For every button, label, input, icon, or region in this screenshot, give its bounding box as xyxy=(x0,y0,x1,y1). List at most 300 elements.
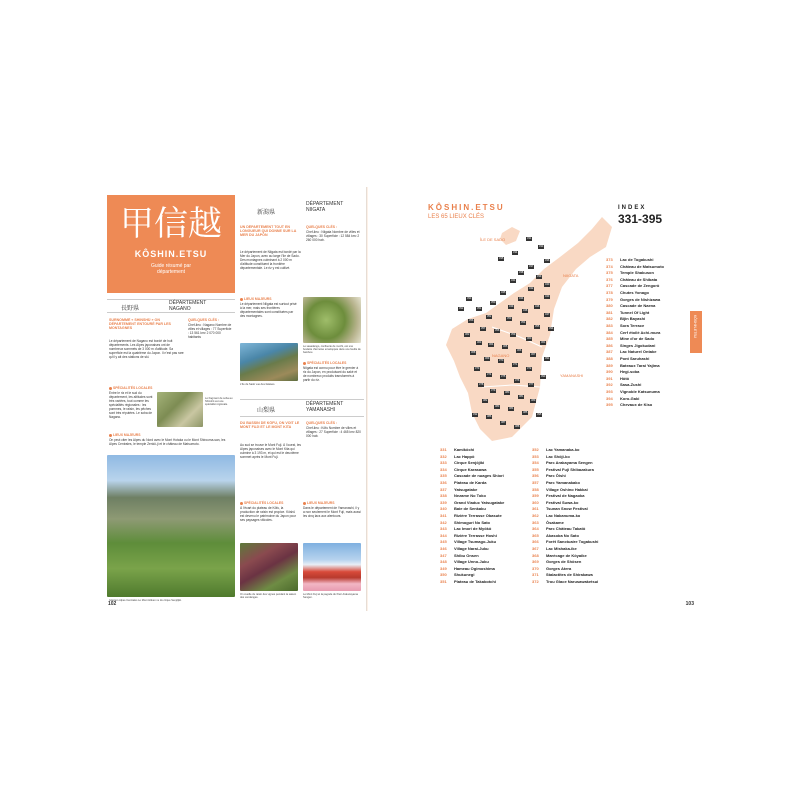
index-entry-number: 395 xyxy=(606,402,613,408)
index-entry xyxy=(606,277,657,284)
index-entry-label: Lac Mishaka-ike xyxy=(546,546,577,551)
map-marker: 370 xyxy=(499,359,504,362)
left-page xyxy=(100,187,367,611)
map-marker: 348 xyxy=(523,309,528,312)
index-entry-number: 380 xyxy=(606,303,613,309)
index-entry-number: 372 xyxy=(532,579,539,584)
index-entry-label: Lac Nakanuma-ko xyxy=(546,513,581,518)
bullet-icon xyxy=(303,502,306,505)
index-entry-label: Marécage de Kôyaike xyxy=(546,552,587,558)
index-entry-label: Singes Jigokudani xyxy=(620,342,656,348)
nagano-spec-title-text: SPÉCIALITÉS LOCALES xyxy=(113,386,153,390)
index-entry xyxy=(532,467,594,474)
region-banner xyxy=(107,195,235,293)
index-entry-label: Plateau de Karda xyxy=(454,480,487,485)
index-entry xyxy=(440,520,490,527)
index-entry-number: 351 xyxy=(440,579,447,584)
index-entry-number: 346 xyxy=(440,546,447,551)
index-entry-label: Lac de Togakushi xyxy=(620,257,654,262)
niigata-keys-title: QUELQUES CLÉS : xyxy=(306,225,338,229)
map-marker: 339 xyxy=(537,275,542,278)
index-entry xyxy=(532,460,593,467)
index-entry xyxy=(606,369,639,376)
index-entry-label: Grand Viaduc Yatsugatake xyxy=(454,499,505,505)
map-marker: 350 xyxy=(491,301,496,304)
map-marker: 369 xyxy=(485,357,490,360)
nagano-places-title xyxy=(109,433,141,437)
index-column-2 xyxy=(532,447,632,587)
map-marker: 388 xyxy=(515,425,520,428)
nagano-body: Le département de Nagano est bordé de huit départements. Les Alpes japonaises ont de nombreux sommets de 3 000 m d'altitude. Sa superficie est la quatrième du Japon. Il n'est pas rare qu'il y ait des stations de ski. xyxy=(109,339,184,359)
index-entry xyxy=(532,506,588,513)
index-entry-number: 335 xyxy=(440,473,447,479)
nagano-places-body: On peut citer les Alpes du Nord avec le Mont Hotaka ou le Mont Shirouma-san, les Alpes Centrales, le temple Zenkô-ji et le château de Matsumoto. xyxy=(109,438,226,446)
index-entry-label: Lac Shôji-ko xyxy=(546,453,570,459)
index-entry-number: 381 xyxy=(606,309,613,315)
index-entry-number: 373 xyxy=(606,257,613,262)
bullet-icon xyxy=(240,298,243,301)
index-entry xyxy=(606,257,654,264)
index-entry-label: Lac Imori de Myôkô xyxy=(454,526,492,532)
index-entry-label: Chevaux de Kiso xyxy=(620,402,653,408)
index-entry xyxy=(532,473,566,480)
nagano-lead: SURNOMMÉ « SHINSHÛ » ON DÉPARTEMENT ENTOURÉ PAR LES MONTAGNES xyxy=(109,318,171,331)
index-entry xyxy=(606,343,655,350)
index-entry-number: 353 xyxy=(532,453,539,459)
map-label-nagano: NAGANO xyxy=(492,353,510,358)
index-entry xyxy=(440,533,497,540)
index-entry-number: 378 xyxy=(606,290,613,295)
map-marker: 338 xyxy=(519,271,524,274)
yamanashi-lead: DU BASSIN DE KÔFU, ON VOIT LE MONT FUJI ET LE MONT KITA xyxy=(240,421,300,430)
index-entry-label: Hôtô xyxy=(620,375,630,381)
fuji-caption: Le Mont Fuji et la pagode du Parc Arakurayama Sengen. xyxy=(303,593,358,600)
yamanashi-header xyxy=(240,399,364,417)
sado-caption: L'île de Sado vue des falaises. xyxy=(240,383,276,386)
index-entry-number: 340 xyxy=(440,506,447,512)
niigata-places-body: Le département Niigata est surtout prisé à la mer, mais ses frontières départementales sont constituées par des montagnes. xyxy=(240,302,297,318)
map-marker: 379 xyxy=(491,389,496,392)
index-entry-number: 387 xyxy=(606,349,613,355)
map-marker: 367 xyxy=(531,353,536,356)
index-entry-label: Village Tsumago-Juku xyxy=(454,539,497,545)
niigata-lead: UN DÉPARTEMENT TOUT EN LONGUEUR QUI DONNE SUR LA MER DU JAPON xyxy=(240,225,297,238)
index-entry-number: 354 xyxy=(532,460,539,466)
index-entry xyxy=(440,539,496,546)
index-entry xyxy=(532,500,578,507)
index-entry xyxy=(532,546,577,553)
index-entry-number: 391 xyxy=(606,375,613,381)
map-marker: 336 xyxy=(545,259,550,262)
index-entry-number: 355 xyxy=(532,466,539,472)
niigata-body: Le département de Niigata est bordé par la Mer du Japon, avec au large l'île de Sado. Des montagnes culminant à 2 000 m d'altitude constituent la frontière départementale. Le riz y est cultivé. xyxy=(240,250,301,270)
map-marker: 378 xyxy=(479,383,484,386)
index-entry xyxy=(440,546,489,553)
index-entry-label: Hameau Ogimoshima xyxy=(454,565,495,571)
nagano-spec-title xyxy=(109,386,152,390)
map-marker: 353 xyxy=(507,317,512,320)
index-entry-label: Chutes Yonago xyxy=(620,290,649,295)
index-entry-number: 384 xyxy=(606,329,613,335)
index-entry-number: 359 xyxy=(532,493,539,499)
index-label: INDEX xyxy=(618,205,647,211)
yamanashi-spec-title-text: SPÉCIALITÉS LOCALES xyxy=(244,501,284,505)
map-marker: 354 xyxy=(521,321,526,324)
index-entry xyxy=(440,500,504,507)
index-entry-number: 386 xyxy=(606,342,613,348)
index-entry-label: Rizière Terrasse Obasute xyxy=(454,513,502,518)
index-entry xyxy=(440,473,504,480)
map-marker: 359 xyxy=(511,333,516,336)
index-entry-number: 336 xyxy=(440,480,447,485)
nagano-keys: Chef-lieu : Nagano Nombre de villes et villages : 77 Superficie : 13 561 km² 2 070 000 habitants xyxy=(188,323,232,339)
index-entry xyxy=(532,487,588,494)
index-entry-number: 357 xyxy=(532,480,539,485)
niigata-header xyxy=(240,201,364,217)
index-entry-label: Plateau de Takabotchi xyxy=(454,579,496,584)
map-marker: 376 xyxy=(515,379,520,382)
fuji-photo xyxy=(303,543,361,591)
index-entry xyxy=(606,323,644,330)
index-entry-number: 383 xyxy=(606,323,613,328)
map-marker: 360 xyxy=(527,337,532,340)
yamanashi-kanji: 山梨県 xyxy=(257,408,276,414)
index-range: 331-395 xyxy=(618,212,663,226)
map-marker: 352 xyxy=(487,315,492,318)
index-entry xyxy=(606,376,629,383)
index-entry-number: 390 xyxy=(606,369,613,375)
index-entry-label: Château de Shibata xyxy=(620,276,658,282)
index-entry-number: 348 xyxy=(440,559,447,565)
grape-photo xyxy=(240,543,298,591)
index-entry-number: 364 xyxy=(532,526,539,532)
index-entry xyxy=(532,572,593,579)
index-entry-number: 371 xyxy=(532,572,539,578)
index-entry-number: 347 xyxy=(440,552,447,558)
index-entry-label: Vignoble Katsunuma xyxy=(620,389,660,394)
index-entry-number: 332 xyxy=(440,453,447,459)
map-marker: 373 xyxy=(475,367,480,370)
index-entry-number: 392 xyxy=(606,382,613,388)
map-marker: 383 xyxy=(495,405,500,408)
niigata-places-title xyxy=(240,297,272,301)
index-entry-number: 334 xyxy=(440,466,447,472)
map-marker: 349 xyxy=(509,305,514,308)
index-entry xyxy=(532,566,571,573)
index-entry-number: 341 xyxy=(440,513,447,518)
index-entry-number: 394 xyxy=(606,395,613,401)
index-entry xyxy=(606,316,645,323)
index-entry-number: 366 xyxy=(532,539,539,545)
index-entry-label: Kamikôchi xyxy=(454,447,475,452)
index-entry-label: Pont Saruhashi xyxy=(620,356,650,361)
index-entry-number: 375 xyxy=(606,270,613,276)
map-label-sado: ÎLE DE SADO xyxy=(480,237,506,242)
index-entry-label: Festival Fuji Shibazakura xyxy=(546,466,594,472)
index-entry xyxy=(532,553,587,560)
index-entry-number: 374 xyxy=(606,263,613,269)
index-entry xyxy=(606,382,641,389)
index-entry xyxy=(606,297,660,304)
map-marker: 382 xyxy=(483,399,488,402)
yamanashi-spec-body: À l'écart du plateau de Kôfu, la production de raisin est propice. Kôshû est devenu le patrimoine du Japon pour ses paysages viticoles. xyxy=(240,506,296,522)
niigata-title: DÉPARTEMENT NIIGATA xyxy=(306,201,344,213)
index-entry xyxy=(606,310,649,317)
map-marker: 342 xyxy=(529,287,534,290)
index-entry xyxy=(606,349,656,356)
bullet-icon xyxy=(109,434,112,437)
soba-photo xyxy=(157,392,203,427)
map-marker: 331 xyxy=(527,237,532,240)
index-entry-number: 369 xyxy=(532,559,539,565)
index-entry xyxy=(606,283,659,290)
index-entry-number: 385 xyxy=(606,336,613,342)
index-entry-number: 361 xyxy=(532,506,539,512)
nagano-keys-title: QUELQUES CLÉS : xyxy=(188,318,220,322)
index-entry-number: 333 xyxy=(440,460,447,466)
index-entry-number: 344 xyxy=(440,532,447,538)
index-entry-number: 365 xyxy=(532,532,539,538)
index-entry-label: Koro-Gaki xyxy=(620,395,640,401)
index-entry xyxy=(606,303,655,310)
index-entry-number: 360 xyxy=(532,499,539,505)
index-entry xyxy=(532,520,564,527)
map-label-niigata: NIIGATA xyxy=(563,273,579,278)
index-entry-number: 331 xyxy=(440,447,447,452)
index-entry xyxy=(532,447,580,454)
map-marker: 389 xyxy=(531,399,536,402)
sado-photo xyxy=(240,343,298,381)
map-marker: 335 xyxy=(499,257,504,260)
index-entry-label: Château de Matsumoto xyxy=(620,263,665,269)
soba-caption: Le fragment de soba au Shinshû est une spécialité régionale. xyxy=(205,397,233,407)
sasadango-photo xyxy=(303,297,361,343)
map-marker: 395 xyxy=(537,413,542,416)
index-entry xyxy=(532,480,580,487)
index-entry-label: Gorges de Shôsen xyxy=(546,559,582,565)
banner-subtitle: Guide résumé par département xyxy=(150,263,192,275)
index-entry-label: Lac Yamanaka-ko xyxy=(546,447,580,452)
map-marker: 371 xyxy=(513,363,518,366)
niigata-places-title-text: LIEUX MAJEURS xyxy=(244,297,272,301)
yamanashi-spec-title xyxy=(240,501,283,505)
index-entry-number: 349 xyxy=(440,565,447,571)
map-marker: 385 xyxy=(523,411,528,414)
region-map xyxy=(442,217,622,445)
index-entry xyxy=(532,454,570,461)
yamanashi-places-title xyxy=(303,501,335,505)
page-number-right: 103 xyxy=(685,601,694,607)
index-entry-label: Cerf étoilé Achi-mura xyxy=(620,329,661,335)
index-entry xyxy=(440,467,486,474)
index-entry-label: Village Oshino Hakkai xyxy=(546,486,588,492)
map-marker: 372 xyxy=(527,367,532,370)
nagano-title: DÉPARTEMENT NAGANO xyxy=(169,300,207,312)
map-marker: 343 xyxy=(545,295,550,298)
index-entry xyxy=(532,579,598,586)
nagano-kanji: 長野県 xyxy=(121,306,140,312)
region-title: KÔSHIN.ETSU xyxy=(428,203,505,212)
map-marker: 390 xyxy=(541,375,546,378)
index-entry-label: Rizière Terrasse Hoshi xyxy=(454,532,497,538)
sado-island xyxy=(500,227,520,245)
index-entry-label: Mine d'or de Sado xyxy=(620,336,655,342)
index-entry-number: 356 xyxy=(532,473,539,479)
index-entry-label: Parc Ôishi xyxy=(546,473,566,479)
sasadango-caption: Le sasadango, confiserie de mochi, est une boulette d'armoise enveloppée dans une feuille de bambou. xyxy=(303,345,361,355)
index-entry-number: 376 xyxy=(606,276,613,282)
map-marker: 361 xyxy=(541,341,546,344)
niigata-spec-body: Niigata est connu pour être le grenier à riz du Japon, en produisant du saké et de nombreux produits transformés à partir du riz. xyxy=(303,366,359,382)
map-marker: 362 xyxy=(465,333,470,336)
niigata-spec-title xyxy=(303,361,346,365)
index-entry-label: Bijin Bayashi xyxy=(620,316,646,322)
index-entry-label: Parc Yamanakako xyxy=(546,480,580,485)
index-entry-number: 352 xyxy=(532,447,539,452)
map-marker: 334 xyxy=(513,251,518,254)
map-marker: 332 xyxy=(473,413,478,416)
bullet-icon xyxy=(303,362,306,365)
map-marker: 387 xyxy=(501,421,506,424)
page-number-left: 102 xyxy=(108,601,117,607)
index-entry-label: Shukunegi xyxy=(454,572,475,578)
yamanashi-keys-title: QUELQUES CLÉS : xyxy=(306,421,338,425)
index-entry-label: Gorges Atera xyxy=(546,565,572,571)
index-entry-number: 379 xyxy=(606,296,613,302)
alps-caption: Glaciers Alpes Centrales Le Mont Hôken vu du cirque Senjôjiki. xyxy=(109,599,182,602)
index-entry-label: Hegi-soba xyxy=(620,369,640,375)
map-marker: 351 xyxy=(477,307,482,310)
index-entry xyxy=(440,447,474,454)
index-entry xyxy=(606,396,639,403)
region-subtitle: LES 65 LIEUX CLÉS xyxy=(428,214,485,220)
index-entry-number: 343 xyxy=(440,526,447,532)
index-entry xyxy=(440,526,491,533)
index-entry xyxy=(606,336,654,343)
index-entry-label: Festival de Nagaoka xyxy=(546,493,585,499)
index-entry-label: Tunnel Of Light xyxy=(620,309,650,315)
map-marker: 355 xyxy=(535,325,540,328)
index-entry-label: Gorges de Nishizawa xyxy=(620,296,661,302)
yamanashi-places-body: Dans le département de Yamanashi, il y a non seulement le Mont Fuji, mais aussi les cinq lacs aux alentours. xyxy=(303,506,361,518)
bullet-icon xyxy=(109,387,112,390)
map-marker: 394 xyxy=(549,327,554,330)
index-entry-number: 388 xyxy=(606,356,613,361)
index-entry xyxy=(532,533,579,540)
index-entry xyxy=(606,330,660,337)
nagano-spec-body: Entre le riz et le sud du département, les altitudes sont très variées, tout comme les spécialités régionales : les pommes, le raisin, les pêches sont très réputées. Le soba de Nagano. xyxy=(109,391,153,419)
index-entry xyxy=(532,513,580,520)
index-entry-label: Village Unno-Juku xyxy=(454,559,489,565)
map-marker: 337 xyxy=(529,265,534,268)
map-marker: 333 xyxy=(539,245,544,248)
map-marker: 391 xyxy=(545,357,550,360)
index-entry xyxy=(440,493,486,500)
index-entry xyxy=(440,506,486,513)
map-marker: 364 xyxy=(489,343,494,346)
index-entry-number: 337 xyxy=(440,486,447,492)
index-entry-label: Lac Naturel Ontake xyxy=(620,349,657,355)
index-entry xyxy=(440,559,489,566)
index-entry xyxy=(532,559,581,566)
map-marker: 346 xyxy=(535,305,540,308)
index-entry-number: 362 xyxy=(532,513,539,518)
index-entry-label: Ôsakame xyxy=(546,519,564,525)
yamanashi-keys: Chef-lieu : Kôfu Nombre de villes et villages : 27 Superficie : 4 465 km² 820 000 hab. xyxy=(306,426,361,438)
index-entry-label: Cirque Senjôjiki xyxy=(454,460,485,466)
index-entry-number: 339 xyxy=(440,499,447,505)
index-entry-number: 370 xyxy=(532,565,539,571)
index-entry-label: Cascade de Zengorô xyxy=(620,283,660,289)
index-entry xyxy=(532,526,585,533)
right-page xyxy=(368,187,702,611)
index-entry-number: 367 xyxy=(532,546,539,551)
index-entry-number: 358 xyxy=(532,486,539,492)
index-entry xyxy=(440,487,477,494)
index-entry-number: 363 xyxy=(532,519,539,525)
index-entry-label: Bateaux Tarai Yajima xyxy=(620,362,660,368)
index-entry-label: Parc Château Takatô xyxy=(546,526,586,532)
yamanashi-body: Au sud se trouve le Mont Fuji. À l'ouest, les Alpes japonaises avec le Mont Kita qui culmine à 3 193 m, et qui est le deuxième sommet après le Mont Fuji. xyxy=(240,443,302,459)
banner-title: KÔSHIN.ETSU xyxy=(134,249,208,259)
grape-caption: On cueille du raisin des vignes pendant la saison des vendanges. xyxy=(240,593,297,600)
index-entry xyxy=(440,572,474,579)
niigata-spec-title-text: SPÉCIALITÉS LOCALES xyxy=(307,361,347,365)
index-entry-label: Forêt Sanctuaire Togakushi xyxy=(546,539,599,545)
index-entry-number: 345 xyxy=(440,539,447,545)
index-entry-number: 382 xyxy=(606,316,613,322)
index-entry-label: Festival Suwa-ko xyxy=(546,499,579,505)
map-marker: 344 xyxy=(519,297,524,300)
index-entry xyxy=(606,356,649,363)
alps-photo xyxy=(107,455,235,597)
banner-kanji: 甲信越 xyxy=(120,204,222,244)
index-entry xyxy=(440,454,474,461)
map-marker: 377 xyxy=(529,383,534,386)
index-entry-label: Yatsugatake xyxy=(454,486,478,492)
mainland xyxy=(446,217,612,441)
index-entry xyxy=(440,566,495,573)
index-entry-label: Parc Arakayama Sengen xyxy=(546,460,593,466)
nagano-header xyxy=(107,299,235,313)
map-marker: 392 xyxy=(459,307,464,310)
index-entry xyxy=(440,480,486,487)
map-marker: 393 xyxy=(467,297,472,300)
side-tab-label: KÔSHIN.ETSU xyxy=(693,315,697,338)
index-entry-number: 393 xyxy=(606,389,613,394)
index-entry xyxy=(606,270,654,277)
index-entry xyxy=(606,264,664,271)
index-entry-label: Sasa-Zushi xyxy=(620,382,642,388)
map-marker: 381 xyxy=(519,395,524,398)
index-entry xyxy=(532,539,598,546)
index-entry-label: Tsunan Snow Festival xyxy=(546,506,588,512)
index-entry xyxy=(606,363,660,370)
index-entry-label: Sora Terrace xyxy=(620,323,645,328)
index-entry-label: Cirque Karasawa xyxy=(454,466,487,472)
index-entry-number: 350 xyxy=(440,572,447,578)
index-entry xyxy=(440,513,502,520)
niigata-kanji: 新潟県 xyxy=(257,210,276,216)
index-entry-label: Akasoba No Sato xyxy=(546,532,579,538)
index-entry-label: Stalactites de Shirakawa xyxy=(546,572,593,578)
index-entry-number: 342 xyxy=(440,519,447,525)
map-marker: 380 xyxy=(505,391,510,394)
index-entry xyxy=(440,460,484,467)
index-entry-label: Baie de Senkaku xyxy=(454,506,486,512)
map-marker: 340 xyxy=(545,283,550,286)
index-entry-label: Village Narai-Juku xyxy=(454,546,489,551)
